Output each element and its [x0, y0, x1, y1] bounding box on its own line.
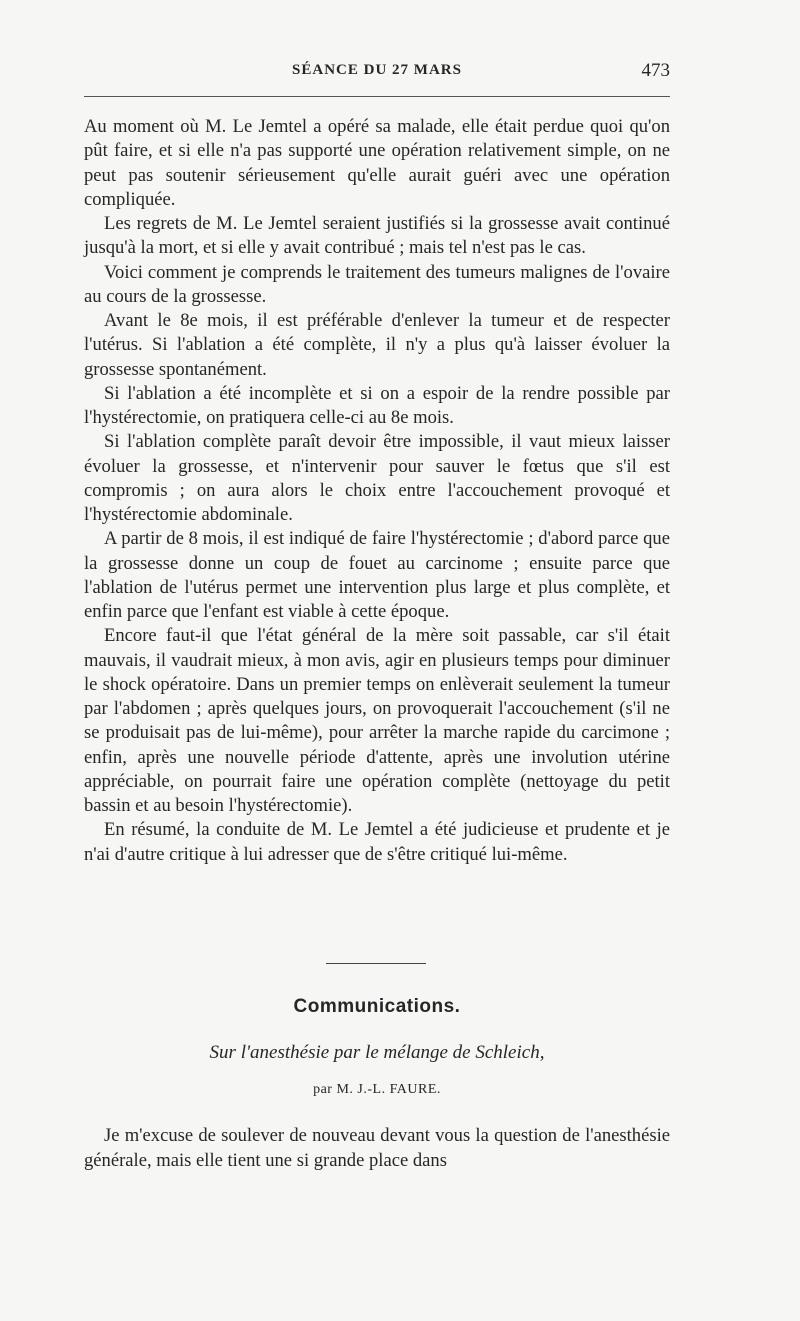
paragraph: Encore faut-il que l'état général de la mère soit passable, car s'il était mauvais, il vaudrait mieux, à mon avis, agir en plusieurs temps pour diminuer le shock opératoire. Dans un premier temps on enlèverait seulement la tumeur par l'abdomen ; après quelques jours, on provoquerait l'accouchement (s'il ne se produisait pas de lui-même), pour arrêter la marche rapide du carcimone ; enfin, après une nouvelle période d'attente, après une involution utérine appréciable, on pourrait faire une opération complète (nettoyage du petit bassin et au besoin l'hystérectomie). [84, 625, 670, 816]
page-number: 473 [641, 60, 670, 81]
section-heading: Communications. [293, 996, 461, 1017]
article-opening [84, 1124, 670, 1173]
paragraph: Voici comment je comprends le traitement des tumeurs malignes de l'ovaire au cours de la grossesse. [84, 261, 670, 307]
body-text [84, 115, 670, 867]
article-title: Sur l'anesthésie par le mélange de Schleich, [209, 1042, 545, 1063]
running-title: SÉANCE DU 27 MARS [292, 62, 462, 78]
paragraph: A partir de 8 mois, il est indiqué de faire l'hystérectomie ; d'abord parce que la grossesse donne un coup de fouet au carcinome ; ensuite parce que l'ablation de l'utérus permet une intervention plus large et plus complète, et enfin parce que l'enfant est viable à cette époque. [84, 528, 670, 622]
paragraph: Je m'excuse de soulever de nouveau devant vous la question de l'anesthésie générale, mais elle tient une si grande place dans [84, 1125, 670, 1171]
paragraph: En résumé, la conduite de M. Le Jemtel a été judicieuse et prudente et je n'ai d'autre critique à lui adresser que de s'être critiqué lui-même. [84, 819, 670, 865]
paragraph: Avant le 8e mois, il est préférable d'enlever la tumeur et de respecter l'utérus. Si l'ablation a été complète, il n'y a plus qu'à laisser évoluer la grossesse spontanément. [84, 310, 670, 380]
article-author: par M. J.-L. FAURE. [313, 1082, 441, 1097]
paragraph: Si l'ablation a été incomplète et si on a espoir de la rendre possible par l'hystérectomie, on pratiquera celle-ci au 8e mois. [84, 382, 670, 428]
paragraph: Au moment où M. Le Jemtel a opéré sa malade, elle était perdue quoi qu'on pût faire, et si elle n'a pas supporté une opération relativement simple, on ne peut pas soutenir sérieusement qu'elle aurait guéri avec une opération compliquée. [84, 116, 670, 210]
running-head [84, 56, 670, 97]
paragraph: Les regrets de M. Le Jemtel seraient justifiés si la grossesse avait continué jusqu'à la mort, et si elle y avait contribué ; mais tel n'est pas le cas. [84, 213, 670, 259]
paragraph: Si l'ablation complète paraît devoir être impossible, il vaut mieux laisser évoluer la grossesse, et n'intervenir pour sauver le fœtus que s'il est compromis ; on aura alors le choix entre l'accouchement provoqué et l'hystérectomie abdominale. [84, 431, 670, 525]
section-divider [326, 963, 426, 964]
